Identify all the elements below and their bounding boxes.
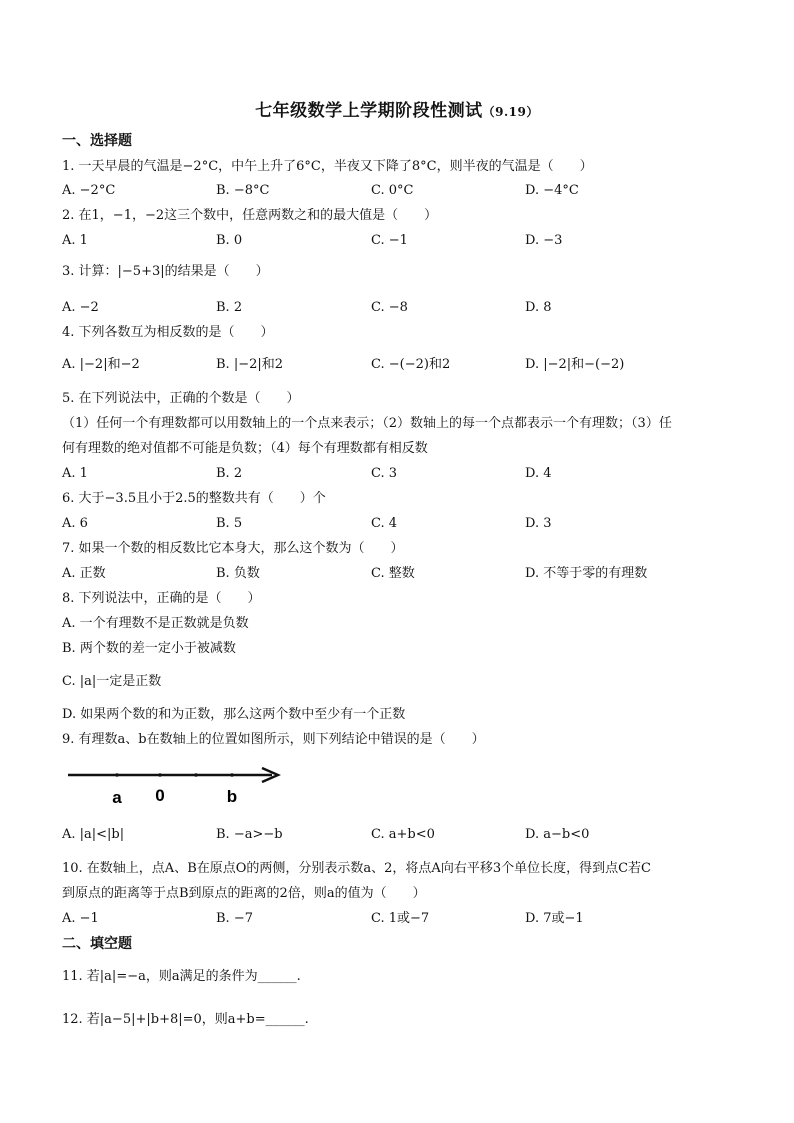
q9-option-b: B. −a>−b (216, 827, 283, 842)
q8-stem: 8. 下列说法中，正确的是（ ） (62, 591, 261, 606)
q4-stem: 4. 下列各数互为相反数的是（ ） (62, 325, 274, 340)
q6-stem: 6. 大于−3.5且小于2.5的整数共有（ ）个 (62, 491, 326, 506)
q9-option-d: D. a−b<0 (525, 827, 590, 842)
q7-option-d: D. 不等于零的有理数 (525, 566, 648, 581)
q9-stem: 9. 有理数a、b在数轴上的位置如图所示，则下列结论中错误的是（ ） (62, 732, 485, 747)
q3-option-c: C. −8 (371, 300, 408, 315)
q5-stem: 5. 在下列说法中，正确的个数是（ ） (62, 391, 300, 406)
section-heading-choice: 一、选择题 (62, 133, 132, 149)
number-line-label-a: a (112, 788, 122, 807)
q1-option-c: C. 0°C (371, 183, 414, 198)
exam-title-main: 七年级数学上学期阶段性测试 (255, 101, 483, 121)
q10-option-b: B. −7 (216, 911, 253, 926)
q10-stem-line-1: 10. 在数轴上，点A、B在原点O的两侧，分别表示数a、2，将点A向右平移3个单位长度，得到点C若C (62, 861, 651, 876)
q8-option-a: A. 一个有理数不是正数就是负数 (62, 616, 249, 631)
q3-option-a: A. −2 (62, 300, 99, 315)
q2-option-c: C. −1 (371, 233, 408, 248)
q9-option-c: C. a+b<0 (371, 827, 435, 842)
q5-option-c: C. 3 (371, 466, 398, 481)
number-line-figure (62, 762, 292, 808)
q8-option-d: D. 如果两个数的和为正数，那么这两个数中至少有一个正数 (62, 707, 406, 722)
q7-stem: 7. 如果一个数的相反数比它本身大，那么这个数为（ ） (62, 541, 404, 556)
q1-stem: 1. 一天早晨的气温是−2°C，中午上升了6°C，半夜又下降了8°C，则半夜的气温是（ ） (62, 159, 593, 174)
tick-0 (158, 773, 162, 777)
q4-option-b: B. |−2|和2 (216, 357, 284, 372)
q4-option-d: D. |−2|和−(−2) (525, 357, 625, 372)
q5-statement-line-2: 何有理数的绝对值都不可能是负数；（4）每个有理数都有相反数 (62, 441, 428, 456)
q12-stem: 12. 若|a−5|+|b+8|=0，则a+b=______. (62, 1012, 309, 1027)
q10-option-c: C. 1或−7 (371, 911, 430, 926)
q10-option-a: A. −1 (62, 911, 99, 926)
q6-option-c: C. 4 (371, 516, 398, 531)
tick-b (230, 773, 234, 777)
q3-stem: 3. 计算：|−5+3|的结果是（ ） (62, 264, 269, 279)
q3-option-b: B. 2 (216, 300, 243, 315)
q8-option-b: B. 两个数的差一定小于被减数 (62, 641, 236, 656)
number-line-label-zero: 0 (155, 786, 165, 805)
q6-option-d: D. 3 (525, 516, 552, 531)
q11-stem: 11. 若|a|=−a，则a满足的条件为______. (62, 969, 301, 984)
q6-option-b: B. 5 (216, 516, 243, 531)
q2-stem: 2. 在1，−1，−2这三个数中，任意两数之和的最大值是（ ） (62, 208, 438, 223)
q1-option-d: D. −4°C (525, 183, 579, 198)
number-line-label-b: b (226, 787, 238, 806)
q3-option-d: D. 8 (525, 300, 552, 315)
q1-option-b: B. −8°C (216, 183, 270, 198)
q5-option-b: B. 2 (216, 466, 243, 481)
q4-option-a: A. |−2|和−2 (62, 357, 140, 372)
q4-option-c: C. −(−2)和2 (371, 357, 451, 372)
q7-option-c: C. 整数 (371, 566, 415, 581)
q10-stem-line-2: 到原点的距离等于点B到原点的距离的2倍，则a的值为（ ） (62, 886, 426, 901)
q5-option-a: A. 1 (62, 466, 88, 481)
q5-option-d: D. 4 (525, 466, 552, 481)
q7-option-b: B. 负数 (216, 566, 260, 581)
section-heading-fill: 二、填空题 (62, 936, 132, 952)
q9-option-a: A. |a|<|b| (62, 827, 125, 842)
q10-option-d: D. 7或−1 (525, 911, 584, 926)
tick-between (194, 773, 198, 777)
q7-option-a: A. 正数 (62, 566, 106, 581)
tick-a (115, 773, 119, 777)
q5-statement-line-1: （1）任何一个有理数都可以用数轴上的一个点来表示；（2）数轴上的每一个点都表示一个有理数；（3）任 (62, 416, 672, 431)
q1-option-a: A. −2°C (62, 183, 116, 198)
q2-option-d: D. −3 (525, 233, 563, 248)
q2-option-a: A. 1 (62, 233, 88, 248)
exam-title (0, 96, 794, 121)
q6-option-a: A. 6 (62, 516, 88, 531)
q8-option-c: C. |a|一定是正数 (62, 674, 162, 689)
exam-title-date: （9.19） (482, 105, 539, 119)
q2-option-b: B. 0 (216, 233, 243, 248)
